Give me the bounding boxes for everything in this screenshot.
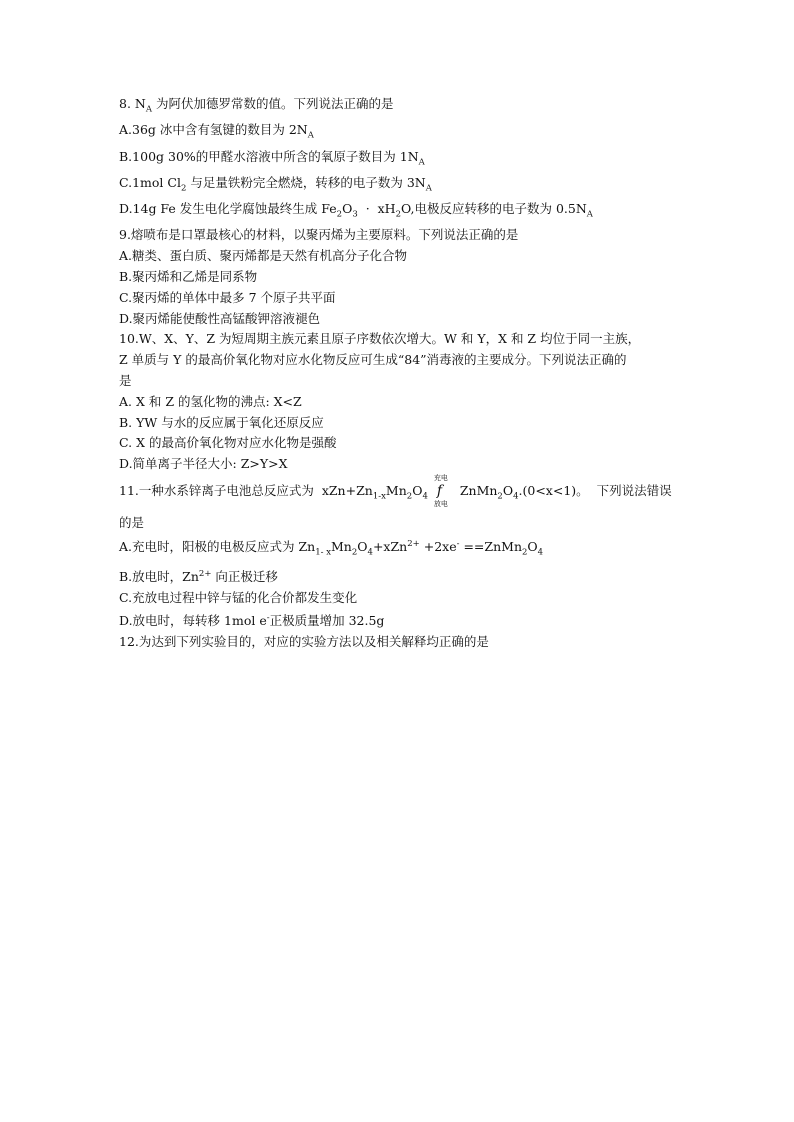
question-8-option-b: B.100g 30%的甲醛水溶液中所含的氧原子数目为 $1N_A$ xyxy=(119,148,425,168)
question-8 xyxy=(119,94,679,225)
question-10 xyxy=(119,329,679,475)
question-9-option-d: D.聚丙烯能使酸性高锰酸钾溶液褪色 xyxy=(119,310,321,326)
question-11-stem-line-2: 的是 xyxy=(119,515,145,531)
question-9-option-b: B.聚丙烯和乙烯是同系物 xyxy=(119,269,258,285)
question-8-stem: 8. $N_A$ 为阿伏加德罗常数的值。下列说法正确的是 xyxy=(119,96,394,115)
question-12 xyxy=(119,632,679,653)
question-12-stem: 12.为达到下列实验目的，对应的实验方法以及相关解释均正确的是 xyxy=(119,634,489,650)
question-10-option-d: D.简单离子半径大小: Z>Y>X xyxy=(119,456,288,472)
question-11-option-d: D.放电时，每转移 1mol e-正极质量增加 32.5g xyxy=(119,613,385,629)
question-10-option-a: A. X 和 Z 的氢化物的沸点: X<Z xyxy=(119,393,302,409)
question-11-reactants: 11.一种水系锌离子电池总反应式为 $xZn+Zn_{1-x}Mn_2O_4$ xyxy=(119,483,428,502)
arrow-label-discharge: 放电 xyxy=(433,499,448,508)
question-8-option-c: C.1mol $Cl_2$ 与足量铁粉完全燃烧，转移的电子数为 $3N_A$ xyxy=(119,174,432,194)
reversible-arrow-icon xyxy=(433,473,454,508)
question-8-option-a: A.36g 冰中含有氢键的数目为 $2N_A$ xyxy=(119,122,314,141)
question-11-stem-line-1 xyxy=(119,473,679,508)
arrow-glyph: f xyxy=(436,482,443,499)
question-11-option-b: B.放电时，$Zn^{2+}$ 向正极迁移 xyxy=(119,568,278,584)
question-9-option-a: A.糖类、蛋白质、聚丙烯都是天然有机高分子化合物 xyxy=(119,248,408,264)
question-11 xyxy=(119,473,679,632)
question-9-stem: 9.熔喷布是口罩最核心的材料，以聚丙烯为主要原料。下列说法正确的是 xyxy=(119,227,519,243)
question-10-option-c: C. X 的最高价氧化物对应水化物是强酸 xyxy=(119,435,337,451)
question-11-products: $ZnMn_2O_4.(0<x<1)$。 下列说法错误 xyxy=(459,483,672,502)
question-10-stem-line-1: 10.W、X、Y、Z 为短周期主族元素且原子序数依次增大。W 和 Y，X 和 Z 均位于同一主族， xyxy=(119,331,641,347)
question-10-option-b: B. YW 与水的反应属于氧化还原反应 xyxy=(119,414,324,430)
question-11-option-c: C.充放电过程中锌与锰的化合价都发生变化 xyxy=(119,589,358,605)
question-11-option-a: A.充电时，阳极的电极反应式为 $Zn_{1- x}Mn_2O_4+xZn^{2+} +2xe^-$ $==ZnMn_2O_4$ xyxy=(119,539,544,558)
question-9 xyxy=(119,225,679,329)
exam-page xyxy=(119,94,679,653)
question-8-option-d: D.14g Fe 发生电化学腐蚀最终生成 $Fe_2O_3 \cdot xH_2O$,电极反应转移的电子数为 $0.5N_A$ xyxy=(119,201,593,220)
question-9-option-c: C.聚丙烯的单体中最多 7 个原子共平面 xyxy=(119,289,336,305)
question-10-stem-line-3: 是 xyxy=(119,373,132,389)
arrow-label-charge: 充电 xyxy=(433,473,448,482)
question-10-stem-line-2: Z 单质与 Y 的最高价氧化物对应水化物反应可生成“84”消毒液的主要成分。下列说法正确的 xyxy=(119,352,627,368)
